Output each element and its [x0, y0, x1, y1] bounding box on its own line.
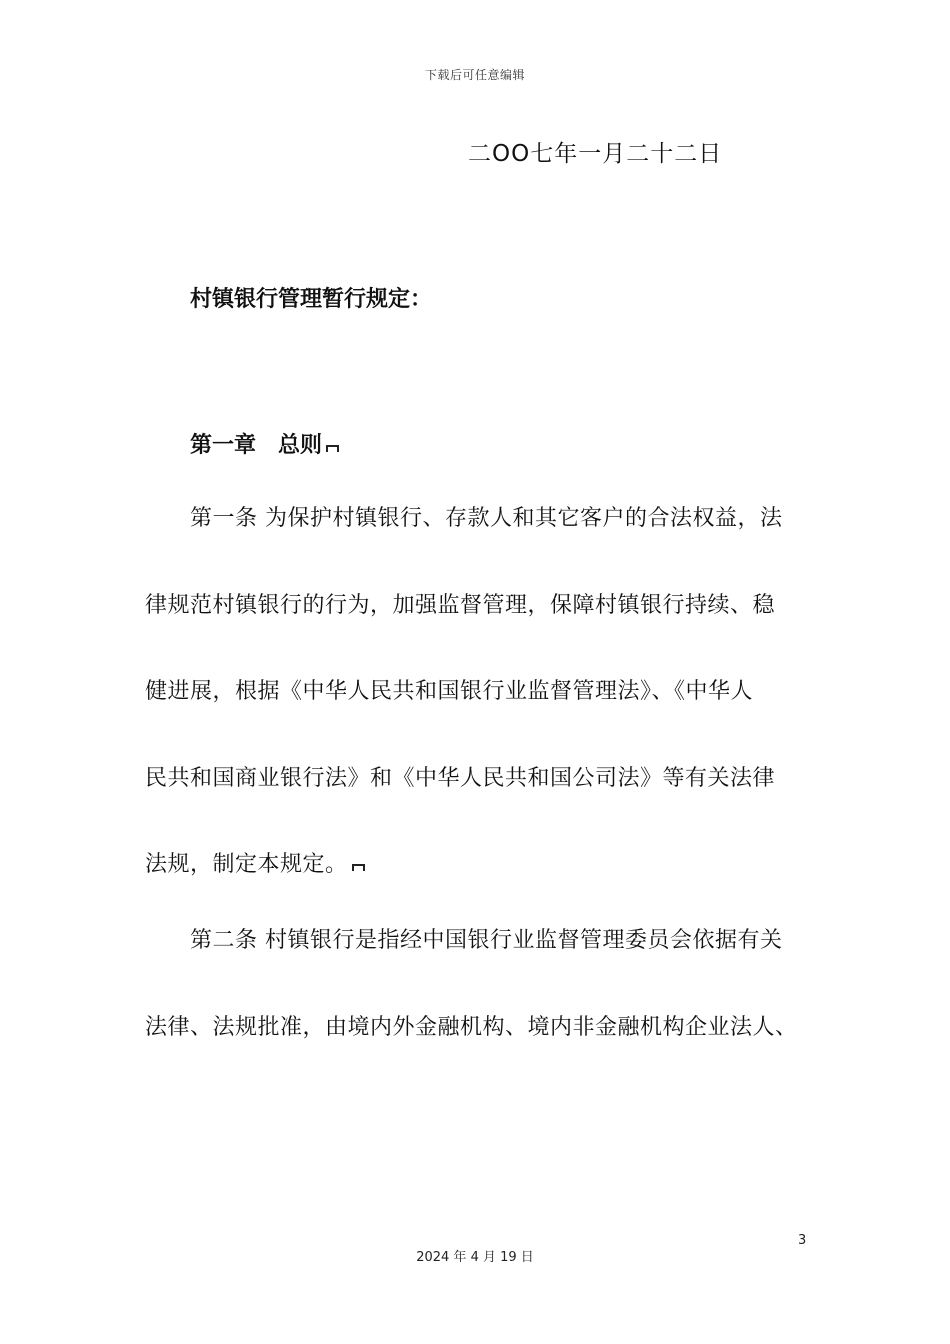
article1-line-4: 民共和国商业银行法》和《中华人民共和国公司法》等有关法律 [145, 766, 776, 791]
article2-line-2: 法律、法规批准，由境内外金融机构、境内非金融机构企业法人、 [145, 1015, 798, 1040]
document-date: 二OO七年一月二十二日 [468, 141, 723, 167]
document-title: 村镇银行管理暂行规定： [190, 287, 433, 312]
article1-line-5-wrap [145, 847, 367, 878]
paragraph-mark-icon [351, 863, 367, 873]
paragraph-mark-icon [325, 444, 341, 454]
article1-line-1: 第一条 为保护村镇银行、存款人和其它客户的合法权益，法 [190, 506, 783, 531]
article1-line-3: 健进展，根据《中华人民共和国银行业监督管理法》、《中华人 [145, 679, 754, 704]
page-header: 下载后可任意编辑 [424, 68, 525, 82]
chapter-heading [190, 428, 341, 459]
article1-line-2: 律规范村镇银行的行为，加强监督管理，保障村镇银行持续、稳 [145, 593, 776, 618]
page-number: 3 [798, 1233, 807, 1248]
article1-line-5: 法规，制定本规定。 [145, 852, 348, 877]
chapter-heading-text: 第一章 总则 [190, 433, 323, 458]
page-footer: 2024 年 4 月 19 日 [416, 1250, 534, 1265]
article2-line-1: 第二条 村镇银行是指经中国银行业监督管理委员会依据有关 [190, 928, 783, 953]
